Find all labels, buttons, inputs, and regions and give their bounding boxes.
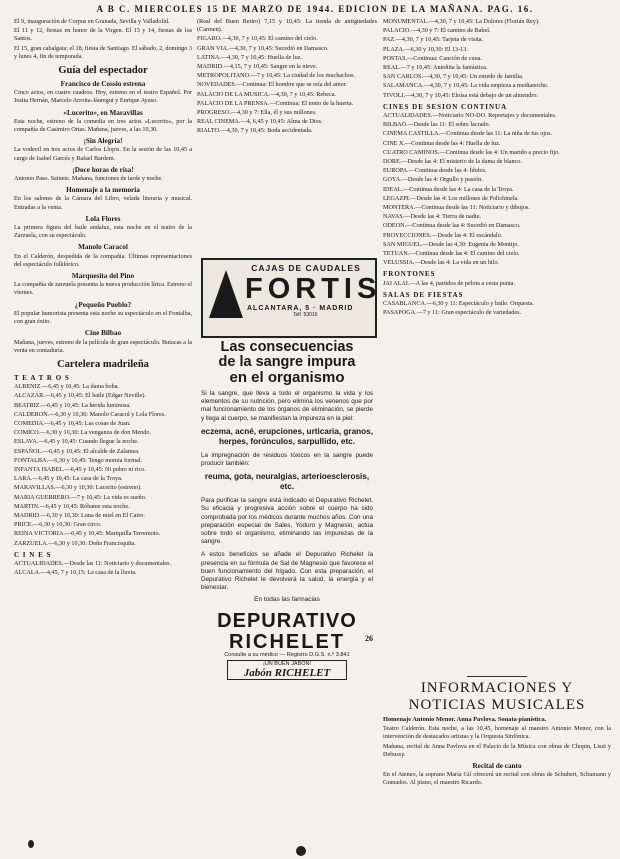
guide-item-body: En los salones de la Cámara del Libro, velada literaria y musical. Entradas a la venta.: [14, 195, 192, 211]
soap-line2: Jabón RICHELET: [243, 666, 331, 679]
fortis-advertisement: [201, 258, 382, 338]
cine-listing: SAN CARLOS.—4,30, 7 y 10,45: Un enredo de familia.: [383, 73, 524, 81]
guide-item-title: Cine Bilbao: [84, 329, 122, 338]
page-header: A B C. MIERCOLES 15 DE MARZO DE 1944. EDICION DE LA MAÑANA. PAG. 16.: [96, 4, 534, 14]
teatro-listing: FONTALBA.—6,30 y 10,45: Tengo momia formal.: [14, 456, 143, 464]
continua-listing: GOYA.—Desde las 4: Orgullo y pasión.: [383, 176, 483, 184]
continua-listing: CINEMA CASTILLA.—Continua desde las 11: La niña de tus ojos.: [383, 130, 553, 138]
continua-listing: IDEAL.—Continua desde las 4: La casa de la Troya.: [383, 185, 514, 193]
teatro-listing: COMICO.—6,30 y 10,30: La venganza de don Mendo.: [14, 429, 151, 437]
triangle-logo-icon: [209, 270, 243, 318]
cine-listing: FIGARO.—4,30, 7 y 10,45: El camino del cielo.: [197, 35, 318, 43]
continua-listing: TETUAN.—Continua desde las 4: El camino del cielo.: [383, 250, 520, 258]
guide-item-title: ¿Pequeño Pueblo?: [74, 300, 132, 309]
cine-listing: ALCALA.—4,45, 7 y 10,15: La casa de la lluvia.: [14, 569, 137, 577]
cine-listing: PLAZA.—6,30 y 10,30: El 13-13.: [383, 45, 468, 53]
cine-listing: PALACIO DE LA PRENSA.—Continua: El tonto de la huerta.: [197, 99, 354, 107]
music-title-2: NOTICIAS MUSICALES: [408, 697, 586, 713]
cines-list: [14, 560, 192, 577]
teatro-listing: PRICE.—6,30 y 10,30: Gran circo.: [14, 521, 102, 529]
cine-listing: RIALTO.—4,30, 7 y 10,45: Boda accidentada.: [197, 127, 313, 135]
guide-item-title: Marquesita del Pino: [71, 272, 135, 281]
guide-item-title: Lola Flores: [85, 214, 121, 223]
fortis-line1: CAJAS DE CAUDALES: [251, 263, 361, 273]
sala-listing: PASAPOGA.—7 y 11: Gran espectáculo de variedades.: [383, 309, 522, 317]
guide-item-body: En el Calderón, despedida de la compañía. Últimas representaciones del espectáculo folklórico.: [14, 252, 192, 268]
guide-item-body: Esta noche, estreno de la comedia en tres actos «Lucerito», por la compañía de Casimiro Ortas. Mañana, jueves, a las 10,30.: [14, 117, 192, 134]
guide-item-body: La primera figura del baile andaluz, esta noche en el teatro de la Zarzuela, con su espectáculo.: [14, 224, 192, 240]
richelet-bold-1: eczema, acné, erupciones, urticaria, granos, herpes, forúnculos, sarpullido, etc.: [200, 426, 373, 446]
continua-listing: ACTUALIDADES.—Noticiario NO-DO. Reportajes y documentales.: [383, 112, 557, 120]
teatro-listing: ALCAZAR.—6,45 y 10,45: El baile (Edgar Neville).: [14, 392, 146, 400]
guide-item-body: La vodevil en tres actos de Carlos Llopis. En la sesión de las 10,45 a cargo de Isabel Garcés y Rafael Bardem.: [14, 146, 192, 162]
cines-estreno-list: [383, 18, 611, 100]
cines-title: C I N E S: [14, 550, 52, 559]
teatro-listing: COMEDIA.—6,45 y 10,45: Las cosas de Juan.: [14, 419, 131, 427]
richelet-paragraph-3: Para purificar la sangre está indicado el Depurativo Richelet. Su eficacia y progresiva acción sobre el cuerpo ha sido comprobada por los médicos durante muchos años. Con una preparación especial de Sales, Yoduro y Magnesio, actúa sobre todo el organismo, eliminando las impurezas de la sangre.: [201, 497, 373, 546]
intro-paragraph: El 9, inauguración de Corpus en Granada, Sevilla y Valladolid.: [14, 18, 170, 25]
teatros-title: T E A T R O S: [14, 373, 70, 382]
guide-item-title: «Lucerito», en Maravillas: [63, 108, 143, 117]
guide-item-body: Antonio Paso. Sainete. Mañana, funciones de tarde y noche.: [14, 175, 163, 183]
guide-item-title: ¡Sin Alegría!: [83, 137, 123, 146]
intro-paragraph: El 11 y 12, fiestas en honor de la Virgen. El 13 y 14, fiestas de los Santos.: [14, 27, 192, 43]
richelet-brand-name: RICHELET: [229, 630, 345, 653]
cine-listing: PROGRESO.—4,30 y 7: Ella, él y sus millones.: [197, 109, 317, 117]
music-news-section: [383, 676, 611, 788]
cine-listing: ACTUALIDADES.—Desde las 11: Noticiario y documentales.: [14, 559, 172, 567]
continua-listing: BILBAO.—Desde las 11: El sobre lacrado.: [383, 121, 491, 129]
continua-list: [383, 112, 611, 267]
cine-listing: SALAMANCA.—4,30, 7 y 10,45: La vida empieza a medianoche.: [383, 82, 549, 90]
guide-item-title: ¡Doce horas de risa!: [72, 165, 134, 174]
continua-listing: PROYECCIONES.—Desde las 4: El escándalo.: [383, 231, 503, 239]
cine-listing: PAZ.—4,30, 7 y 10,45: Tarjeta de visita.: [383, 36, 484, 44]
guide-title: Guía del espectador: [58, 65, 148, 77]
soap-box: [227, 660, 347, 680]
richelet-pharmacies: En todas las farmacias: [254, 596, 320, 604]
guide-item-body: El popular humorista presenta esta noche su espectáculo en el Fontalba, con gran éxito.: [14, 309, 192, 326]
continua-title: CINES DE SESION CONTINUA: [383, 102, 508, 111]
recital-title: Recital de canto: [472, 762, 522, 771]
fortis-address: ALCANTARA, 5 · MADRID: [247, 305, 354, 312]
cine-listing: REAL CINEMA.—4, 6,45 y 10,45: Alma de Dios.: [197, 118, 323, 126]
fortis-brand: FORTIS: [245, 273, 382, 305]
cine-listing: PALACIO DE LA MUSICA.—4,30, 7 y 10,45: Rebeca.: [197, 90, 336, 98]
guide-item-title: Homenaje a la memoria: [66, 186, 140, 195]
richelet-note: Consulte a su médico — Registro D.G.S. n.º 3.841: [224, 651, 350, 658]
music-paragraph-3: En el Ateneo, la soprano María Gil ofrecerá un recital con obras de Schubert, Schumann y Granados. Al piano, el maestro Ricardo.: [383, 771, 611, 787]
teatro-listing: CALDERON.—6,30 y 10,30: Manolo Caracol y Lola Flores.: [14, 410, 166, 418]
continua-listing: LEGAZPI.—Desde las 4: Los millones de Polichinela.: [383, 194, 519, 202]
continua-listing: VELUSSIA.—Desde las 4: La vida en un hilo.: [383, 259, 499, 267]
teatro-listing: MADRID.—6,30 y 10,30: Luna de miel en El Cairo.: [14, 511, 145, 519]
cine-listing: REAL.—7 y 10,45: Antoñita la fantástica.: [383, 64, 488, 72]
continua-listing: EUROPA.—Continua desde las 4: Ídolos.: [383, 167, 487, 175]
cine-listing: LATINA.—4,30, 7 y 10,45: Huella de luz.: [197, 53, 302, 61]
teatro-listing: BEATRIZ.—6,45 y 10,45: La herida luminosa.: [14, 401, 131, 409]
richelet-paragraph-4: A estos beneficios se añade el Depurativo Richelet la presencia en su fórmula de Sal de Magnesio que favorece el buen funcionamiento del hígado. Con esta preparación, el Depurativo Richelet le devolverá la salud, la energía y el bienestar.: [201, 551, 373, 592]
frontones-title: FRONTONES: [383, 270, 436, 279]
teatro-listing: INFANTA ISABEL.—6,45 y 10,45: Ni pobre ni rico.: [14, 465, 146, 473]
continua-listing: CUATRO CAMINOS.—Continua desde las 4: Un marido a precio fijo.: [383, 148, 560, 156]
salas-list: [383, 300, 611, 317]
cartelera-title: Cartelera madrileña: [57, 358, 149, 370]
guide-item-title: Manolo Caracol: [78, 243, 128, 252]
teatro-listing: ZARZUELA.—6,30 y 10,30: Doña Francisquita.: [14, 539, 136, 547]
continua-listing: CINE X.—Continua desde las 4: Huella de luz.: [383, 139, 501, 147]
print-smudge: [28, 840, 34, 848]
music-paragraph-1: Teatro Calderón. Esta noche, a las 10,45, homenaje al maestro Antonio Menor, con la intervención de destacados artistas y la Orquesta Sinfónica.: [383, 725, 611, 741]
teatro-listing: MARTIN.—6,45 y 10,45: Róbame esta noche.: [14, 502, 130, 510]
teatro-listing: MARIA GUERRERO.—7 y 10,45: La vida es sueño.: [14, 493, 147, 501]
richelet-heading-3: en el organismo: [229, 369, 345, 386]
continua-listing: ODEON.—Continua desde las 4: Sucedió en Damasco.: [383, 222, 521, 230]
intro-paragraph: El 15, gran cabalgata; el 18, fiesta de Santiago. El sábado, 2, domingo 3 y lunes 4, fin de temporada.: [14, 44, 192, 60]
column-1: [14, 18, 192, 854]
salas-title: SALAS DE FIESTAS: [383, 290, 464, 299]
cine-listing: MADRID.—4,15, 7 y 10,45: Sangre en la nieve.: [197, 63, 318, 71]
cine-listing: (Real del Buen Retiro) 7,15 y 10,45: La tienda de antigüedades (Carmen).: [197, 18, 377, 34]
intro-block: [14, 18, 192, 61]
richelet-brand-depurativo: DEPURATIVO: [217, 609, 357, 632]
guide-item-body: Cinco actos, en cuatro cuadros. Hoy, estreno en el teatro Español. Por Josita Hernán, Marcelo Arroita-Jáuregui y Enrique Ayuso.: [14, 89, 192, 105]
column-2-listings: [197, 18, 377, 254]
music-subtitle: Homenaje Antonio Menor. Anna Pavlova. Sonata pianística.: [383, 716, 547, 723]
richelet-paragraph-1: Si la sangre, que lleva a todo el organismo la vida y los elementos de su nutrición, pero elimina los venenos que por mal funcionamiento de los órganos de eliminación, se pierde y llega al cuerpo, se manifiestan la impureza en la piel:: [201, 390, 373, 422]
music-paragraph-2: Mañana, recital de Anna Pavlova en el Palacio de la Música con obras de Chopin, Liszt y Debussy.: [383, 742, 611, 758]
section-divider: [467, 676, 527, 677]
soap-line1: ¡UN BUEN JABÓN!: [263, 660, 311, 667]
sala-listing: CASABLANCA.—6,30 y 11: Espectáculo y baile. Orquesta.: [383, 300, 534, 308]
richelet-number: 26: [365, 633, 373, 643]
cine-listing: TIVOLI.—4,30, 7 y 10,45: Eloísa está debajo de un almendro.: [383, 91, 538, 99]
richelet-advertisement: [197, 340, 377, 850]
continua-listing: DORE.—Desde las 4: El misterio de la dama de blanco.: [383, 158, 523, 166]
continua-listing: SAN MIGUEL.—Desde las 4,30: Eugenia de Montijo.: [383, 240, 519, 248]
richelet-heading-1: Las consecuencias: [220, 339, 354, 355]
richelet-bold-2: reuma, gota, neuralgias, arterioesclerosis, etc.: [204, 472, 370, 492]
teatros-list: [14, 383, 192, 548]
fronton-listing: JAI ALAI.—A las 4, partidos de pelota a cesta punta.: [383, 279, 515, 287]
cine-listing: GRAN VIA.—4,30, 7 y 10,45: Sucedió en Damasco.: [197, 44, 329, 52]
teatro-listing: ALBENIZ.—6,45 y 10,45: La dama boba.: [14, 383, 119, 391]
richelet-heading-2: de la sangre impura: [218, 354, 356, 370]
frontones-list: [383, 280, 611, 288]
teatro-listing: MARAVILLAS.—6,30 y 10,30: Lucerito (estreno).: [14, 484, 142, 492]
guide-list: [14, 80, 192, 355]
listings-block: [197, 18, 377, 136]
column-3: [383, 18, 611, 674]
guide-item-title: Francisco de Cossio estrena: [60, 80, 146, 89]
cine-listing: MONUMENTAL.—4,30, 7 y 10,45: La Dolores (Florián Rey).: [383, 18, 540, 25]
teatro-listing: LARA.—6,45 y 10,45: La casa de la Troya.: [14, 475, 123, 483]
cine-listing: NOVEDADES.—Continua: El hombre que se reía del amor.: [197, 81, 348, 89]
guide-item-body: Mañana, jueves, estreno de la película de gran espectáculo. Butacas a la venta en contaduría.: [14, 338, 192, 354]
print-smudge: [296, 846, 306, 856]
cine-listing: PALACIO.—4,30 y 7: El camino de Babel.: [383, 27, 491, 35]
richelet-paragraph-2: La impregnación de residuos tóxicos en la sangre puede producir también:: [201, 451, 373, 468]
continua-listing: NAVAS.—Desde las 4: Tierra de nadie.: [383, 213, 481, 221]
teatro-listing: ESLAVA.—6,45 y 10,45: Cuando llegue la noche.: [14, 438, 139, 446]
music-title-1: INFORMACIONES Y: [420, 680, 574, 696]
continua-listing: MONTERA.—Continua desde las 11: Noticiario y dibujos.: [383, 204, 530, 212]
fortis-tag: Telf. 53016: [293, 312, 318, 318]
teatro-listing: REINA VICTORIA.—6,45 y 10,45: Mariquilla Terremoto.: [14, 530, 161, 538]
cine-listing: METROPOLITANO.—7 y 10,45: La ciudad de los muchachos.: [197, 72, 355, 80]
teatro-listing: ESPAÑOL.—6,45 y 10,45: El alcalde de Zalamea.: [14, 447, 140, 455]
cine-listing: POSTAS.—Continua: Canción de cuna.: [383, 54, 483, 62]
guide-item-body: La compañía de zarzuela presenta la nueva producción lírica. Estreno el viernes.: [14, 281, 192, 297]
